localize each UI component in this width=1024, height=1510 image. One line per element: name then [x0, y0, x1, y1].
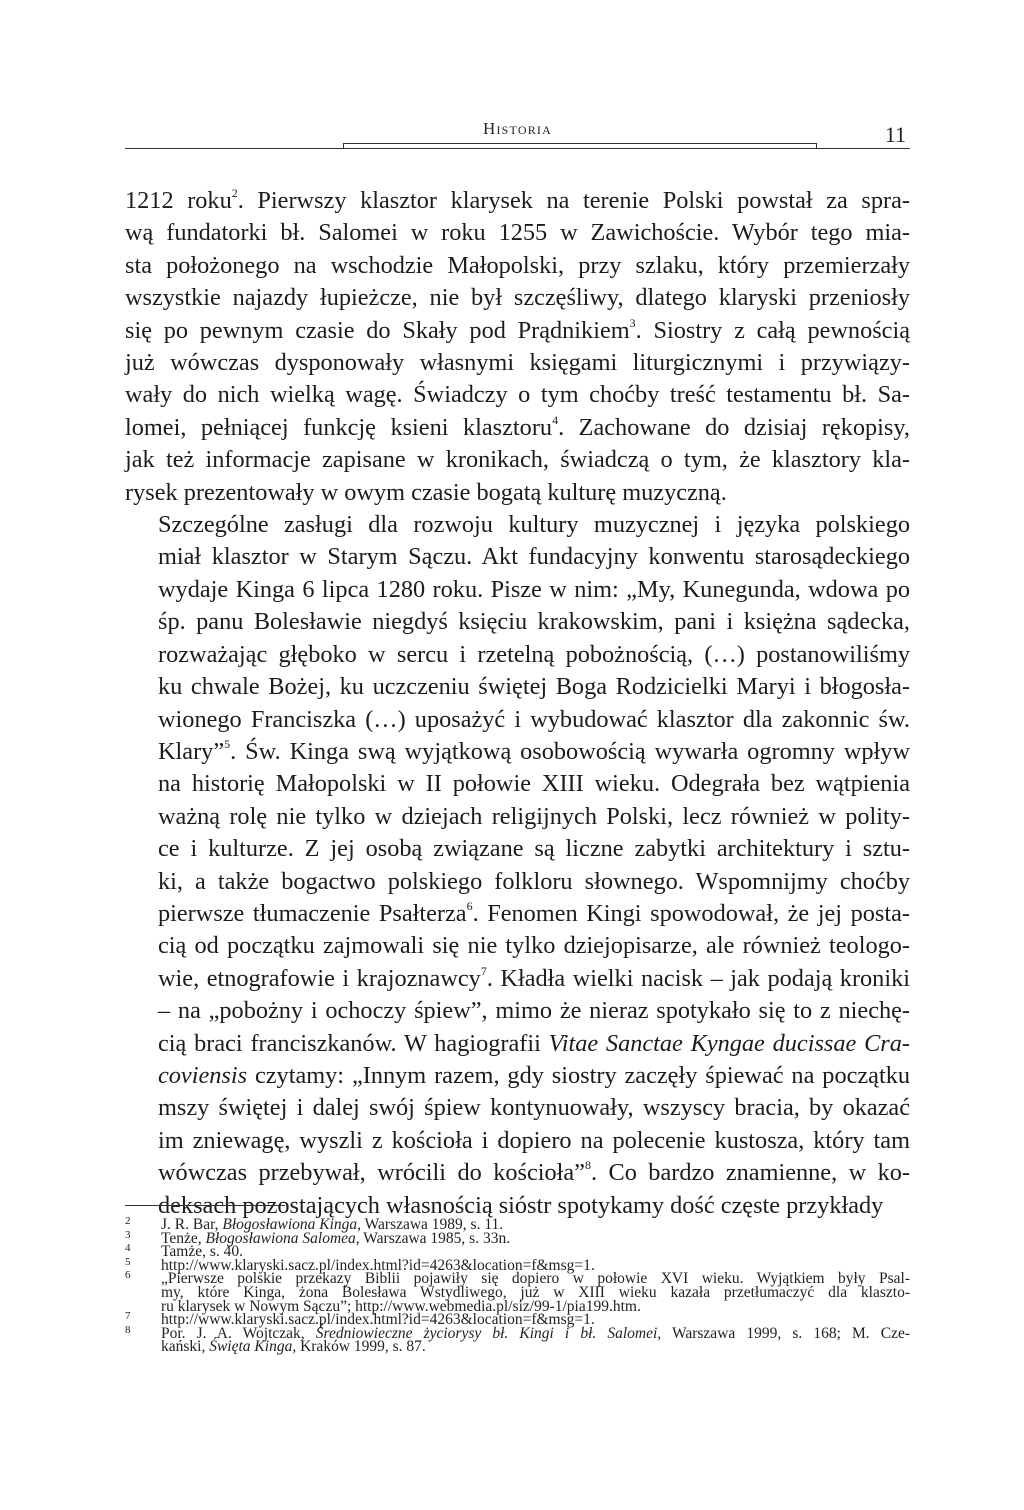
text-line: wszystkie najazdy łupieżcze, nie był szczęśliwy, dlatego klaryski przeniosły [125, 284, 910, 312]
text-line: cią od początku zajmowali się nie tylko dziejopisarze, ale również teologo- [158, 932, 910, 960]
text-line: Szczególne zasługi dla rozwoju kultury muzycznej i języka polskiego [158, 511, 910, 539]
footnote-line: kański, Święta Kinga, Kraków 1999, s. 87. [161, 1338, 426, 1356]
text-line: ważną rolę nie tylko w dziejach religijnych Polski, lecz również w polity- [158, 802, 910, 830]
text-line: mszy świętej i dalej swój śpiew kontynuowały, wszyscy bracia, by okazać [158, 1094, 910, 1122]
footnote-number: 5 [125, 1255, 131, 1268]
text-line: rozważając głęboko w sercu i rzetelną pobożnością, (…) postanowiliśmy [158, 640, 910, 668]
footnotes [125, 1215, 910, 1356]
text-line: ce i kulturze. Z jej osobą związane są liczne zabytki architektury i sztu- [158, 835, 910, 863]
paragraph [125, 509, 910, 1222]
running-header [125, 112, 910, 162]
text-line: deksach pozostających własnością sióstr spotykamy dość częste przykłady [158, 1191, 884, 1219]
text-line: śp. panu Bolesławie niegdyś księciu krakowskim, pani i księżna sądecka, [158, 608, 910, 636]
italic-title: Vitae Sanctae Kyngae ducissae Cra- [548, 1029, 910, 1057]
text-line: wydaje Kinga 6 lipca 1280 roku. Pisze w nim: „My, Kunegunda, wdowa po [158, 575, 910, 603]
footnote-ref[interactable]: 2 [231, 185, 238, 200]
footnote-line: http://www.klaryski.sacz.pl/index.html?id=4263&location=f&msg=1. [161, 1256, 595, 1274]
italic-title: Średniowieczne życiorysy bł. Kingi i bł. Salomei [315, 1324, 658, 1342]
footnote-number: 2 [125, 1215, 131, 1227]
text-line: wówczas przebywał, wrócili do kościoła”$^8$. Co bardzo znamienne, w ko- [158, 1158, 910, 1187]
italic-title: coviensis [158, 1061, 248, 1089]
text-line: wionego Franciszka (…) uposażyć i wybudować klasztor dla zakonnic św. [158, 705, 910, 733]
italic-title: Święta Kinga [209, 1338, 293, 1356]
footnote-line: http://www.klaryski.sacz.pl/index.html?id=4263&location=f&msg=1. [161, 1311, 595, 1329]
text-line: – na „pobożny i ochoczy śpiew”, mimo że nieraz spotykało się to z niechę- [158, 997, 910, 1025]
text-line: rysek prezentowały w owym czasie bogatą kulturę muzyczną. [125, 478, 727, 506]
text-line: pierwsze tłumaczenie Psałterza$^6$. Fenomen Kingi spowodował, że jej posta- [158, 898, 910, 927]
paragraph [125, 185, 910, 509]
footnote-ref[interactable]: 6 [466, 898, 473, 913]
page-number: 11 [884, 122, 906, 147]
footnote-line: Por. J. A. Wojtczak, Średniowieczne życiorysy bł. Kingi i bł. Salomei, Warszawa 1999, s. 168; M. Cze- [161, 1324, 910, 1342]
footnote-line: Tenże, Błogosławiona Salomea, Warszawa 1985, s. 33n. [161, 1229, 511, 1247]
text-line: wie, etnografowie i krajoznawcy$^7$. Kładła wielki nacisk – jak podają kroniki [158, 963, 910, 992]
footnote-number: 4 [125, 1242, 131, 1255]
footnote-line: J. R. Bar, Błogosławiona Kinga, Warszawa 1989, s. 11. [161, 1216, 504, 1233]
text-line: jak też informacje zapisane w kronikach, świadczą o tym, że klasztory kla- [125, 446, 910, 474]
footnote [125, 1269, 910, 1315]
footnote [125, 1323, 910, 1356]
footnote-separator [125, 1205, 285, 1206]
text-line: im zniewagę, wyszli z kościoła i dopiero na polecenie kustosza, który tam [158, 1126, 910, 1154]
header-ornament-bar [343, 143, 817, 149]
text-line: ki, a także bogactwo polskiego folkloru słownego. Wspomnijmy choćby [158, 867, 910, 895]
text-line: wą fundatorki bł. Salomei w roku 1255 w Zawichoście. Wybór tego mia- [125, 219, 910, 247]
footnote-ref[interactable]: 3 [629, 315, 636, 330]
footnote-line: my, które Kinga, żona Bolesława Wstydliwego, już w XIII wieku kazała przetłumaczyć dla klaszto- [161, 1283, 910, 1301]
footnote-line: ru klarysek w Nowym Sączu”; http://www.webmedia.pl/siz/99-1/pia199.htm. [161, 1297, 641, 1315]
text-line: ku chwale Bożej, ku uczczeniu świętej Boga Rodzicielki Maryi i błogosła- [158, 673, 910, 701]
footnote-ref[interactable]: 7 [480, 963, 487, 978]
footnote-number: 7 [125, 1310, 131, 1323]
text-line: na historię Małopolski w II połowie XIII wieku. Odegrała bez wątpienia [158, 770, 910, 798]
footnote-line: Tamże, s. 40. [161, 1243, 243, 1261]
text-line: Klary”$^5$. Św. Kinga swą wyjątkową osobowością wywarła ogromny wpływ [158, 736, 910, 765]
text-line: już wówczas dysponowały własnymi księgami liturgicznymi i przywiązy- [125, 349, 910, 377]
italic-title: Błogosławiona Kinga [222, 1216, 358, 1233]
header-title [125, 119, 910, 139]
text-line: miał klasztor w Starym Sączu. Akt fundacyjny konwentu starosądeckiego [158, 543, 910, 571]
text-line: się po pewnym czasie do Skały pod Prądnikiem$^3$. Siostry z całą pewnością [125, 315, 910, 344]
header-title-text: Historia [483, 119, 552, 138]
footnote-number: 3 [125, 1228, 131, 1241]
text-line: wały do nich wielką wagę. Świadczy o tym choćby treść testamentu bł. Sa- [125, 381, 910, 409]
footnote-line: „Pierwsze polskie przekazy Biblii pojawiły się dopiero w połowie XVI wieku. Wyjątkiem były Psal- [161, 1270, 910, 1288]
text-line: cią braci franciszkanów. W hagiografii Vitae Sanctae Kyngae ducissae Cra- [158, 1029, 910, 1057]
footnote-number: 6 [125, 1269, 131, 1282]
text-line: sta położonego na wschodzie Małopolski, przy szlaku, który przemierzały [125, 251, 910, 279]
footnote-number: 8 [125, 1323, 131, 1336]
text-line: coviensis czytamy: „Innym razem, gdy siostry zaczęły śpiewać na początku [158, 1061, 910, 1089]
footnote-ref[interactable]: 5 [224, 736, 231, 751]
main-text [125, 185, 910, 1222]
text-line: lomei, pełniącej funkcję ksieni klasztoru$^4$. Zachowane do dzisiaj rękopisy, [125, 412, 911, 441]
footnote-ref[interactable]: 8 [584, 1158, 591, 1173]
footnote-ref[interactable]: 4 [552, 412, 559, 427]
italic-title: Błogosławiona Salomea [205, 1229, 356, 1247]
text-line: 1212 roku$^2$. Pierwszy klasztor klarysek na terenie Polski powstał za spra- [125, 185, 910, 214]
